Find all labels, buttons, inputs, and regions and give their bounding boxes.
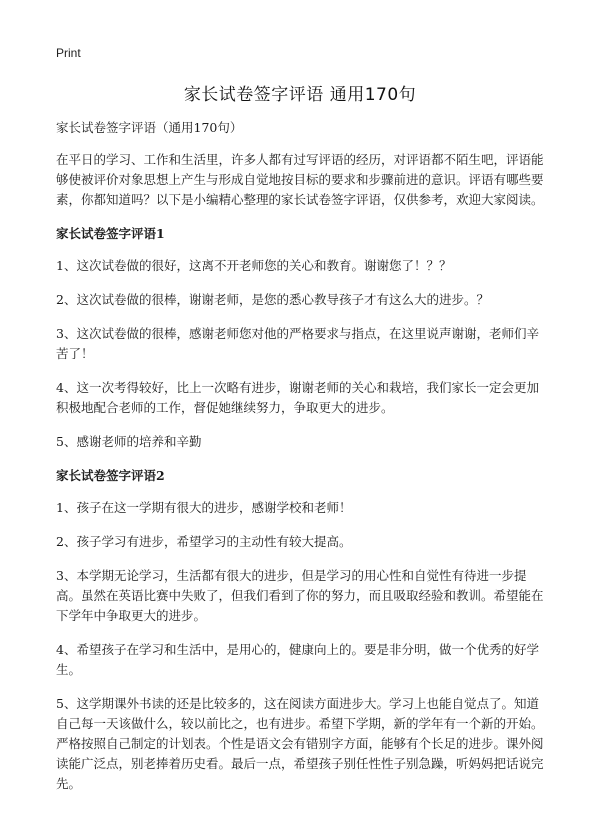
article-subtitle: 家长试卷签字评语（通用170句）: [56, 120, 243, 135]
list-item: 2、这次试卷做的很棒，谢谢老师，是您的悉心教导孩子才有这么大的进步。？: [56, 292, 489, 307]
intro-paragraph: 在平日的学习、工作和生活里，许多人都有过写评语的经历，对评语都不陌生吧，评语能够使被评价对象思想上产生与形成自觉地按目标的要求和步骤前进的意识。评语有哪些要素，你都知道吗？以下是小编精心整理的家长试卷签字评语，仅供参考，欢迎大家阅读。: [56, 152, 544, 207]
list-item: 5、感谢老师的培养和辛勤: [56, 434, 202, 449]
list-item: 5、这学期课外书读的还是比较多的，这在阅读方面进步大。学习上也能自觉点了。知道自己每一天该做什么，较以前比之，也有进步。希望下学期，新的学年有一个新的开始。严格按照自己制定的计划表。个性是语文会有错别字方面，能够有个长足的进步。课外阅读能广泛点，别老捧着历史看。最后一点，希望孩子别任性性子别急躁，听妈妈把话说完先。: [56, 696, 544, 791]
section-heading: 家长试卷签字评语2: [56, 468, 165, 483]
page-title: 家长试卷签字评语 通用170句: [183, 85, 417, 105]
print-link[interactable]: Print: [56, 46, 81, 60]
list-item: 3、这次试卷做的很棒，感谢老师您对他的严格要求与指点，在这里说声谢谢，老师们辛苦了！: [56, 326, 539, 361]
list-item: 1、这次试卷做的很好，这离不开老师您的关心和教育。谢谢您了！？？: [56, 258, 452, 273]
list-item: 4、这一次考得较好，比上一次略有进步，谢谢老师的关心和栽培，我们家长一定会更加积极地配合老师的工作，督促她继续努力，争取更大的进步。: [56, 380, 539, 415]
article-body: [56, 118, 550, 808]
section-heading: 家长试卷签字评语1: [56, 226, 165, 241]
list-item: 3、本学期无论学习，生活都有很大的进步，但是学习的用心性和自觉性有待进一步提高。虽然在英语比赛中失败了，但我们看到了你的努力，而且吸取经验和教训。希望能在下学年中争取更大的进步。: [56, 568, 544, 623]
list-item: 4、希望孩子在学习和生活中，是用心的，健康向上的。要是非分明，做一个优秀的好学生。: [56, 642, 539, 677]
list-item: 2、孩子学习有进步，希望学习的主动性有较大提高。: [56, 534, 352, 549]
list-item: 1、孩子在这一学期有很大的进步，感谢学校和老师！: [56, 500, 352, 515]
